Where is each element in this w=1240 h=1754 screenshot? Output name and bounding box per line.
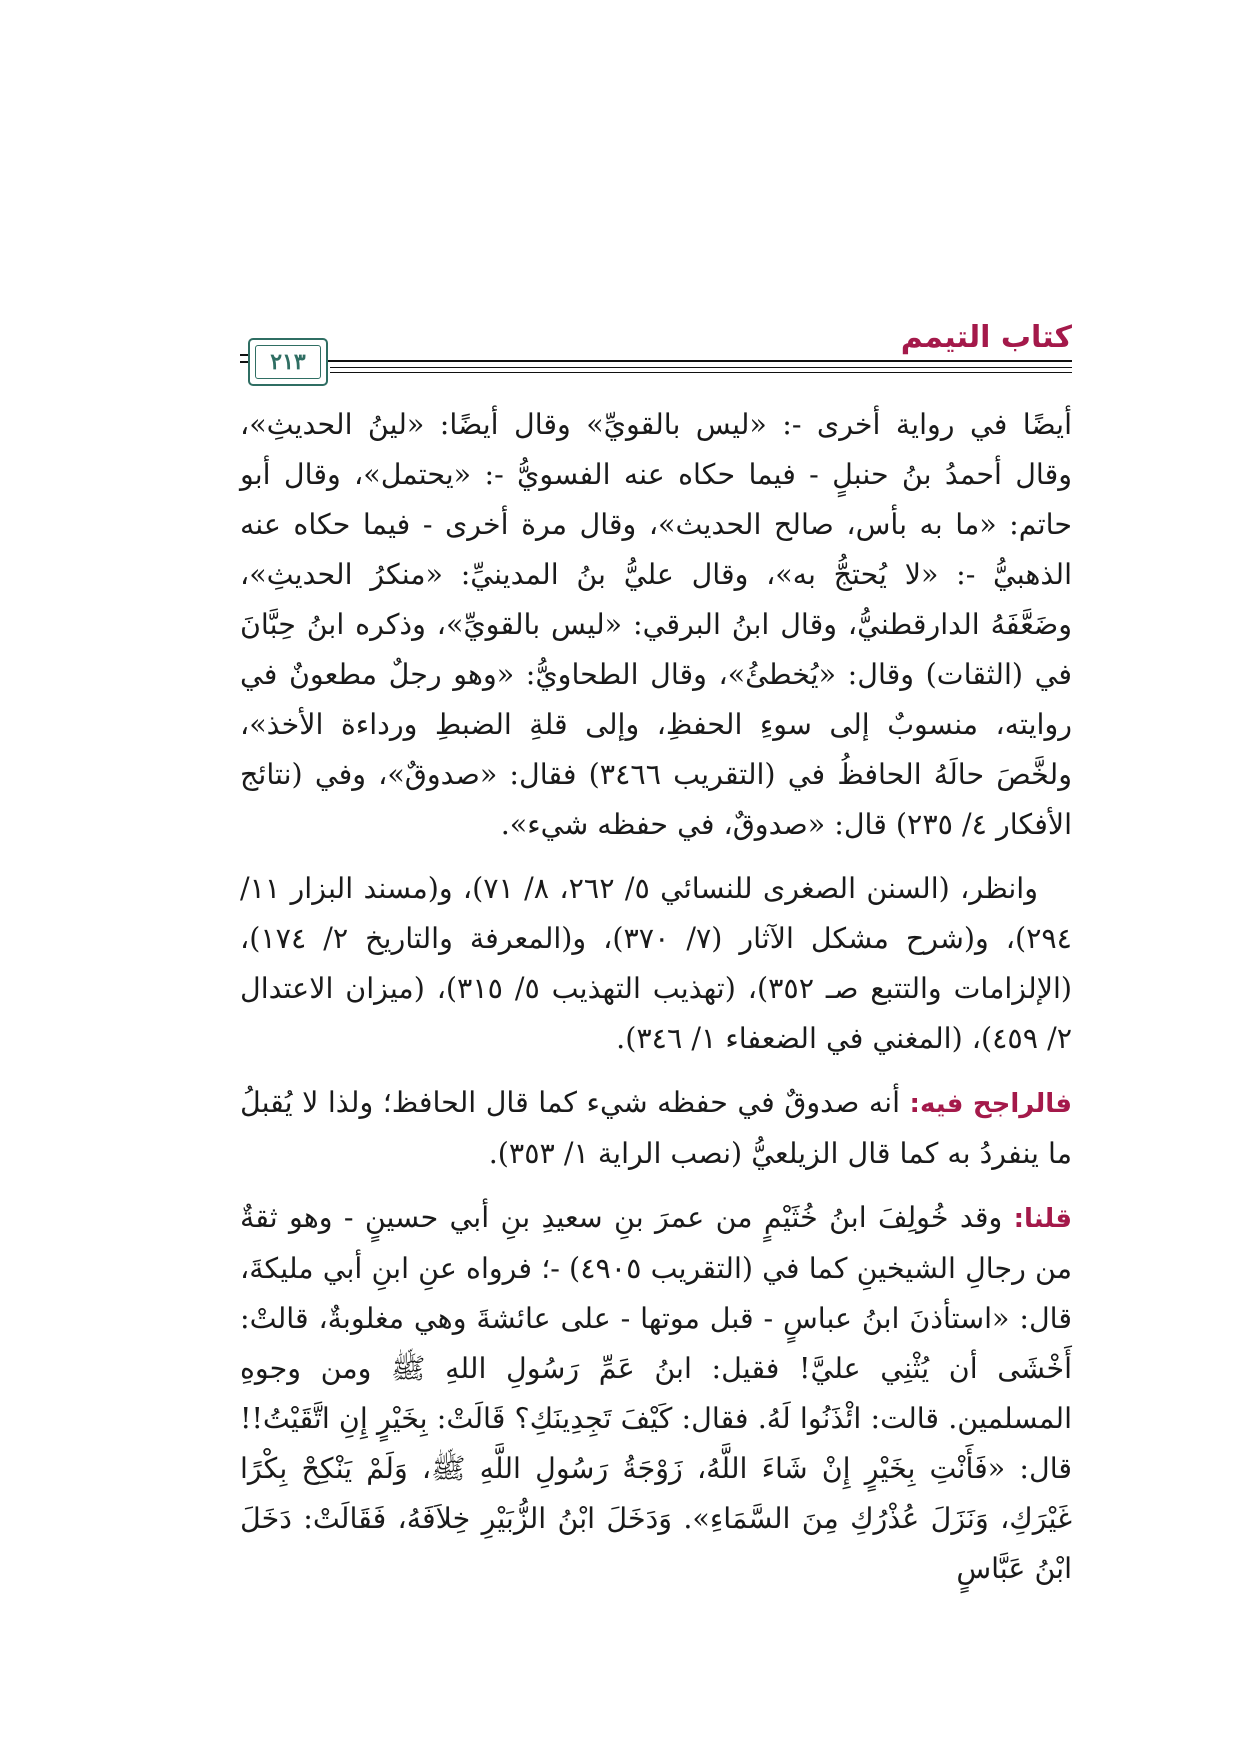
paragraph (240, 1193, 1072, 1594)
book-title: كتاب التيمم (900, 320, 1072, 355)
paragraph-lead: فالراجح فيه: (909, 1089, 1072, 1119)
paragraph-text: أنه صدوقٌ في حفظه شيء كما قال الحافظ؛ ولذا لا يُقبلُ ما ينفردُ به كما قال الزيلعيُّ (نصب الراية ١/ ٣٥٣). (240, 1086, 1072, 1170)
page-header (240, 318, 1072, 388)
body-text (240, 400, 1072, 1594)
paragraph-text: وقد خُولِفَ ابنُ خُثَيْمٍ من عمرَ بنِ سعيدِ بنِ أبي حسينٍ - وهو ثقةٌ من رجالِ الشيخينِ كما في (التقريب ٤٩٠٥) -؛ فرواه عنِ ابنِ أبي مليكةَ، قال: «استأذنَ ابنُ عباسٍ - قبل موتها - على عائشةَ وهي مغلوبةٌ، قالتْ: أَخْشَى أن يُثْنِي عليَّ! فقيل: ابنُ عَمِّ رَسُولِ اللهِ ﷺ ومن وجوهِ المسلمين. قالت: ائْذَنُوا لَهُ. فقال: كَيْفَ تَجِدِينَكِ؟ قَالَتْ: بِخَيْرٍ إِنِ اتَّقَيْتُ!! قال: «فَأَنْتِ بِخَيْرٍ إِنْ شَاءَ اللَّهُ، زَوْجَةُ رَسُولِ اللَّهِ ﷺ، وَلَمْ يَنْكِحْ بِكْرًا غَيْرَكِ، وَنَزَلَ عُذْرُكِ مِنَ السَّمَاءِ». وَدَخَلَ ابْنُ الزُّبَيْرِ خِلاَفَهُ، فَقَالَتْ: دَخَلَ ابْنُ عَبَّاسٍ (240, 1201, 1072, 1585)
page-number: ٢١٣ (255, 345, 321, 379)
header-rule (288, 360, 1072, 362)
paragraph (240, 1078, 1072, 1179)
paragraph (240, 864, 1072, 1064)
page-number-badge (248, 338, 328, 386)
header-rule (330, 372, 1072, 373)
paragraph (240, 400, 1072, 850)
paragraph-lead: قلنا: (1013, 1204, 1072, 1234)
paragraph-text: وانظر، (السنن الصغرى للنسائي ٥/ ٢٦٢، ٨/ ٧١)، و(مسند البزار ١١/ ٢٩٤)، و(شرح مشكل الآثار (٧/ ٣٧٠)، و(المعرفة والتاريخ ٢/ ١٧٤)، (الإلزامات والتتبع صـ ٣٥٢)، (تهذيب التهذيب ٥/ ٣١٥)، (ميزان الاعتدال ٢/ ٤٥٩)، (المغني في الضعفاء ١/ ٣٤٦). (240, 872, 1072, 1055)
header-rule (330, 367, 1072, 368)
paragraph-text: أيضًا في رواية أخرى -: «ليس بالقويِّ» وقال أيضًا: «لينُ الحديثِ»، وقال أحمدُ بنُ حنبلٍ - فيما حكاه عنه الفسويُّ -: «يحتمل»، وقال أبو حاتم: «ما به بأس، صالح الحديث»، وقال مرة أخرى - فيما حكاه عنه الذهبيُّ -: «لا يُحتجُّ به»، وقال عليُّ بنُ المدينيِّ: «منكرُ الحديثِ»، وضَعَّفَهُ الدارقطنيُّ، وقال ابنُ البرقي: «ليس بالقويِّ»، وذكره ابنُ حِبَّانَ في (الثقات) وقال: «يُخطئُ»، وقال الطحاويُّ: «وهو رجلٌ مطعونٌ في روايته، منسوبٌ إلى سوءِ الحفظِ، وإلى قلةِ الضبطِ ورداءة الأخذ»، ولخَّصَ حالَهُ الحافظُ في (التقريب ٣٤٦٦) فقال: «صدوقٌ»، وفي (نتائج الأفكار ٤/ ٢٣٥) قال: «صدوقٌ، في حفظه شيء». (240, 408, 1073, 841)
